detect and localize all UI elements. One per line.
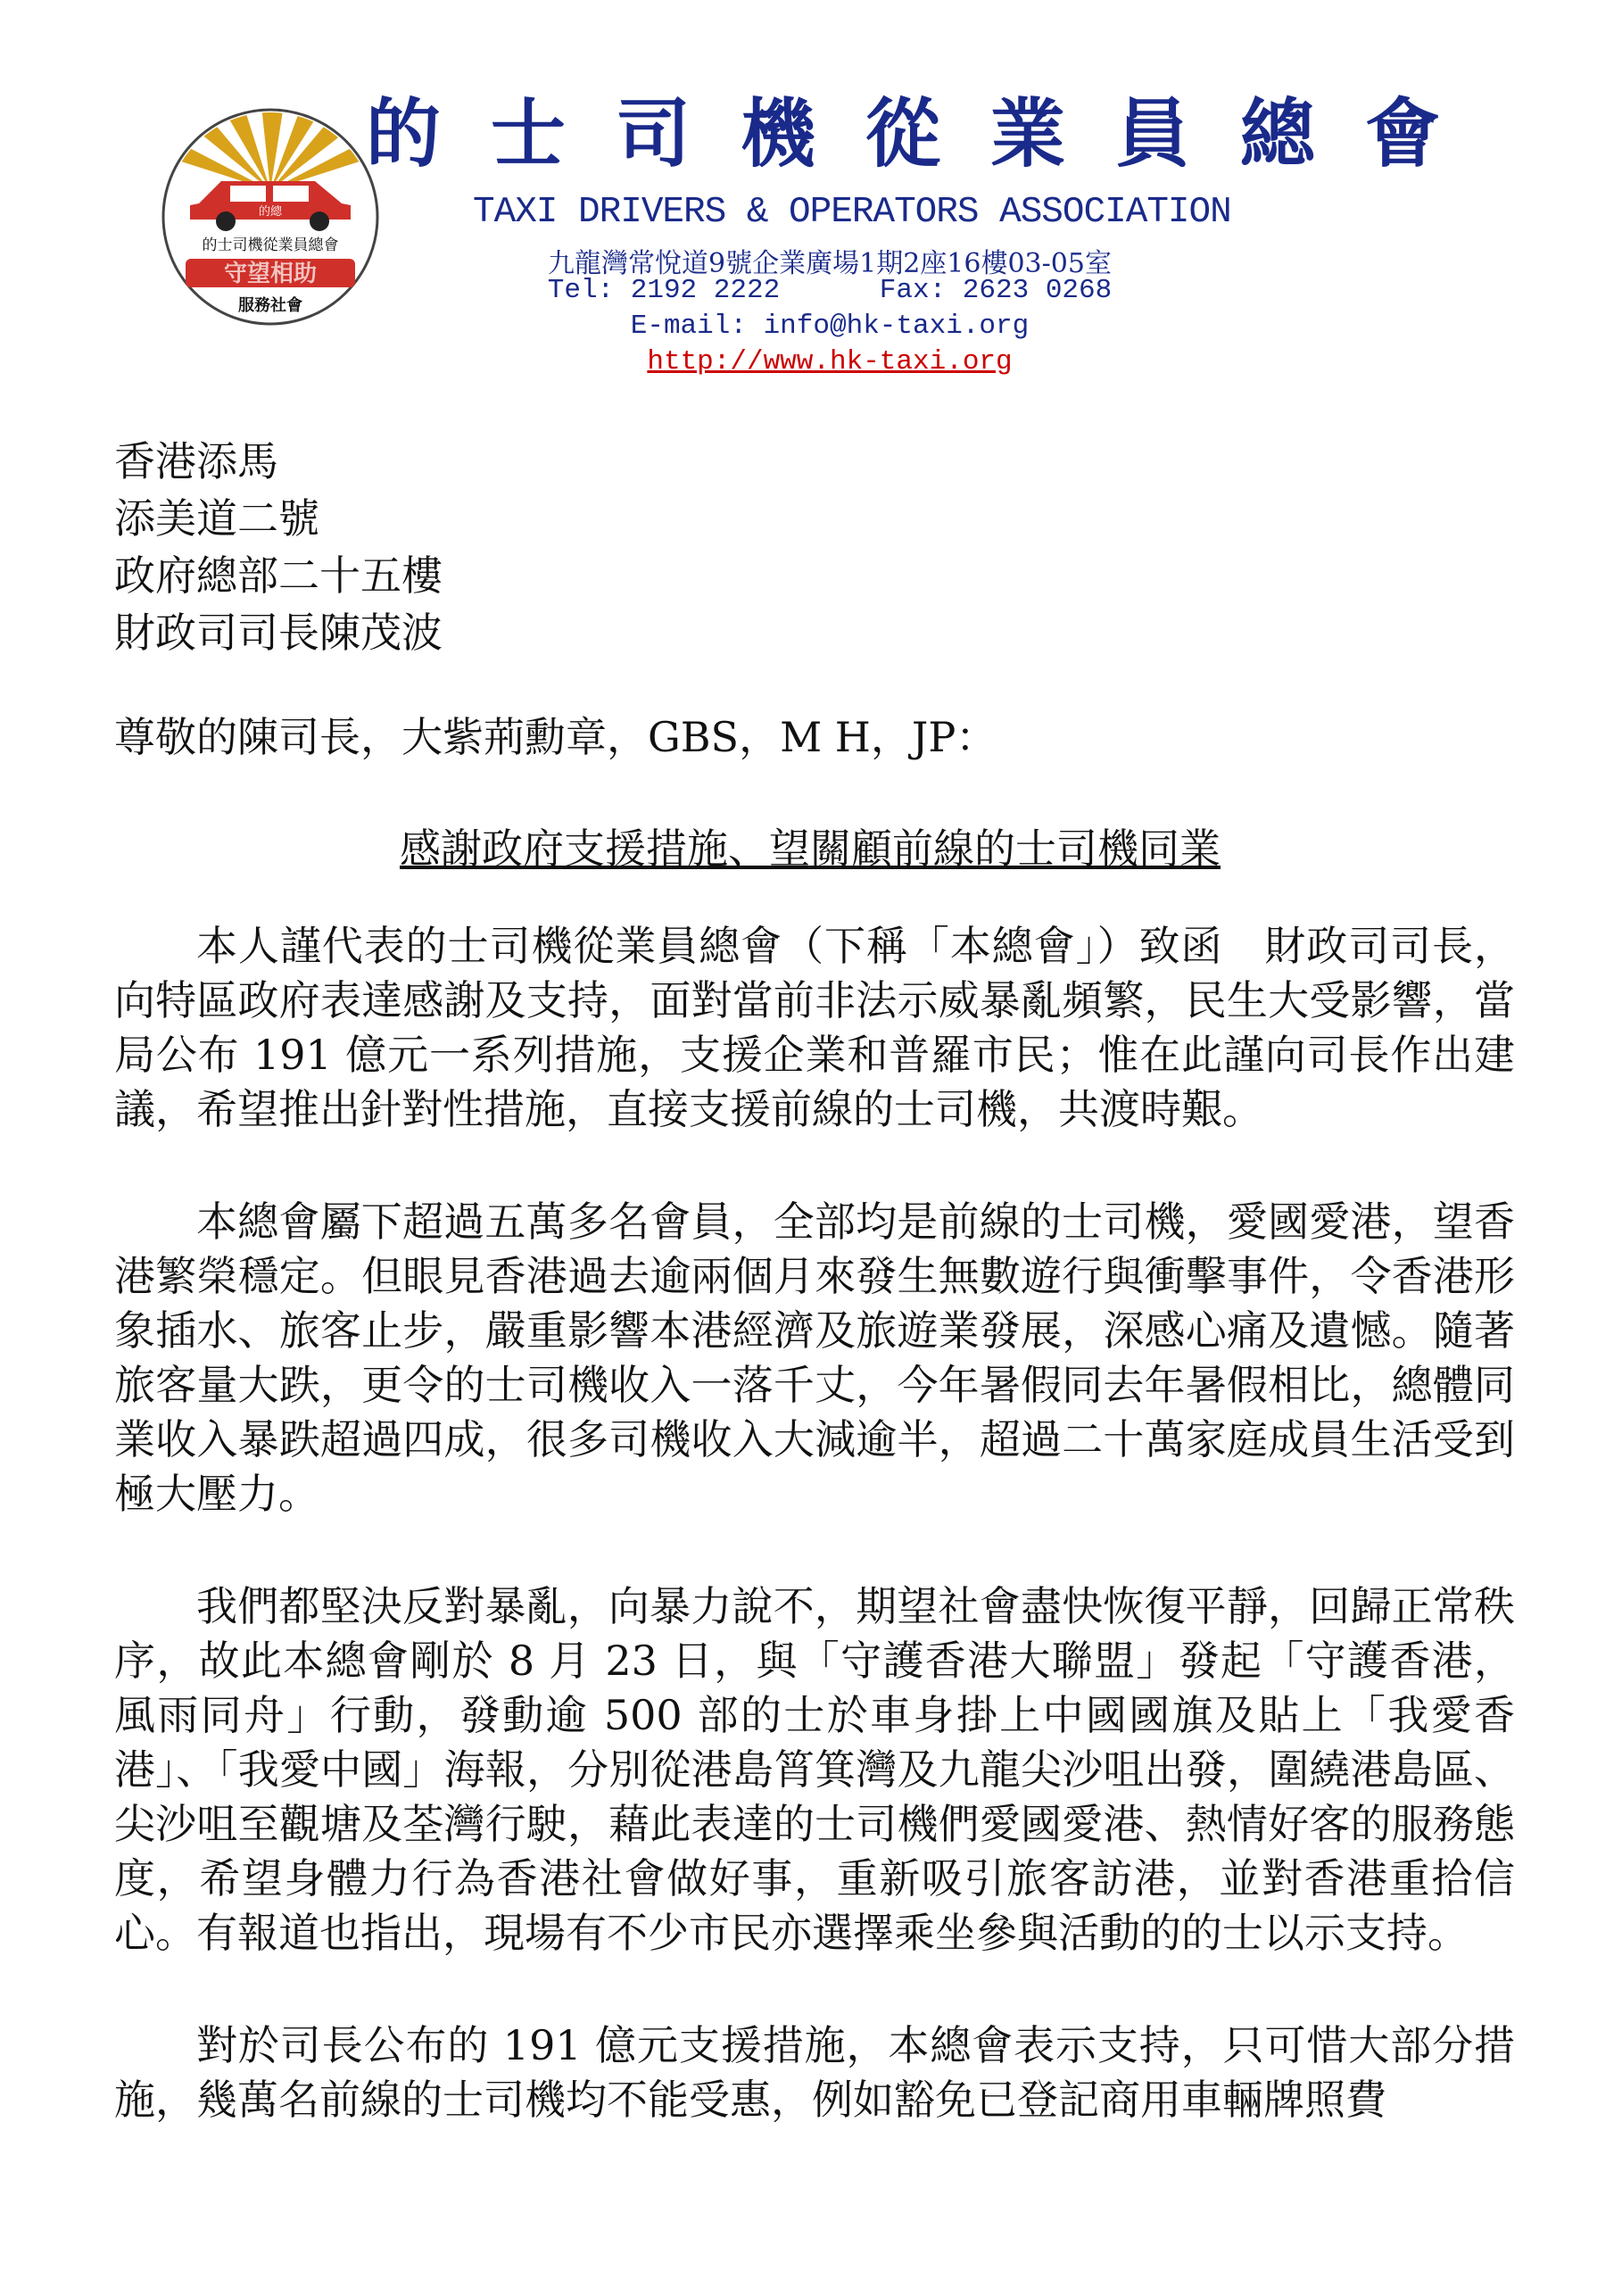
org-tel-fax: Tel: 2192 2222 Fax: 2623 0268: [547, 275, 1113, 306]
body-paragraph: 我們都堅決反對暴亂，向暴力說不，期望社會盡快恢復平靜，回歸正常秩序，故此本總會剛於 8 月 23 日，與「守護香港大聯盟」發起「守護香港，風雨同舟」行動，發動逾 500 部的士於車身掛上中國國旗及貼上「我愛香港」、「我愛中國」海報，分別從港島筲箕灣及九龍尖沙咀出發，圍繞港島區、尖沙咀至觀塘及荃灣行駛，藉此表達的士司機們愛國愛港、熱情好客的服務態度，希望身體力行為香港社會做好事，重新吸引旅客訪港，並對香港重拾信心。有報道也指出，現場有不少市民亦選擇乘坐參與活動的的士以示支持。: [114, 1582, 1515, 1957]
body-paragraph: 本總會屬下超過五萬多名會員，全部均是前線的士司機，愛國愛港，望香港繁榮穩定。但眼見香港過去逾兩個月來發生無數遊行與衝擊事件，令香港形象插水、旅客止步，嚴重影響本港經濟及旅遊業發展，深感心痛及遺憾。隨著旅客量大跌，更令的士司機收入一落千丈，今年暑假同去年暑假相比，總體同業收入暴跌超過四成，很多司機收入大減逾半，超過二十萬家庭成員生活受到極大壓力。: [114, 1198, 1515, 1518]
recipient-line: 添美道二號: [114, 494, 319, 543]
letter-subject: [114, 816, 1506, 875]
org-name-chinese: 的士司機從業員總會: [366, 89, 1491, 178]
recipient-line: 香港添馬: [114, 437, 278, 485]
recipient-line: 財政司司長陳茂波: [114, 609, 443, 657]
body-paragraph: 對於司長公布的 191 億元支援措施，本總會表示支持，只可惜大部分措施，幾萬名前線的士司機均不能受惠，例如豁免已登記商用車輛牌照費: [114, 2021, 1515, 2124]
org-name-english: TAXI DRIVERS & OPERATORS ASSOCIATION: [473, 192, 1231, 233]
association-logo: [159, 105, 382, 328]
logo-bottom-text: 服務社會: [238, 296, 302, 315]
org-website-link[interactable]: http://www.hk-taxi.org: [647, 346, 1013, 377]
letter-body: [114, 919, 1515, 2185]
org-address: 九龍灣常悅道9號企業廣場1期2座16樓03-05室: [548, 248, 1112, 279]
salutation: 尊敬的陳司長，大紫荊勳章，GBS，M H，JP：: [114, 713, 997, 761]
org-email: E-mail: info@hk-taxi.org: [630, 311, 1030, 342]
recipient-line: 政府總部二十五樓: [114, 551, 443, 600]
recipient-address: [114, 433, 443, 661]
logo-banner-text: 守望相助: [223, 261, 318, 287]
logo-car-text: 的總: [258, 205, 283, 219]
body-paragraph: 本人謹代表的士司機從業員總會（下稱「本總會」）致函 財政司司長，向特區政府表達感謝及支持，面對當前非法示威暴亂頻繁，民生大受影響，當局公布 191 億元一系列措施，支援企業和普羅市民；惟在此謹向司長作出建議，希望推出針對性措施，直接支援前線的士司機，共渡時艱。: [114, 922, 1515, 1133]
letter-subject-text: 感謝政府支援措施、望關顧前線的士司機同業: [400, 825, 1221, 873]
logo-ring-text: 的士司機從業員總會: [202, 236, 339, 254]
